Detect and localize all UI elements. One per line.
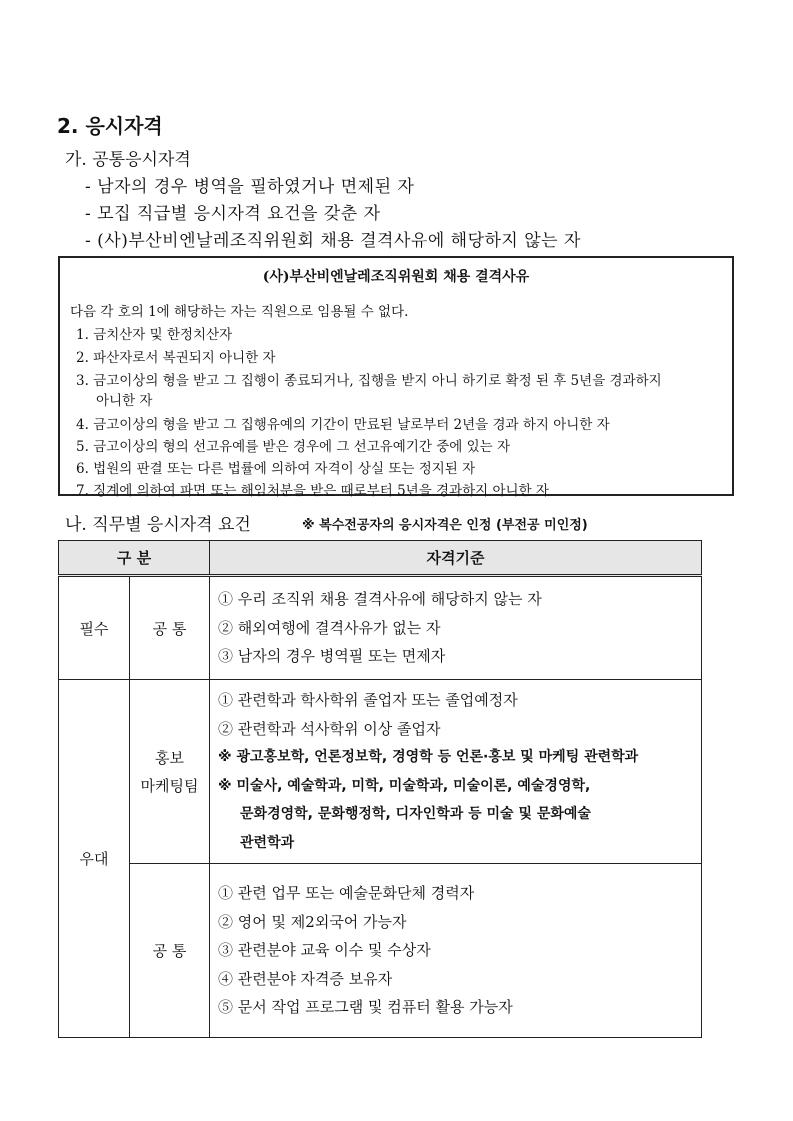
- marketing-sub-line2: 마케팅팀: [140, 776, 199, 795]
- disqualification-item: 5. 금고이상의 형의 선고유예를 받은 경우에 그 선고유예기간 중에 있는 자: [76, 439, 510, 455]
- list-item: ② 영어 및 제2외국어 가능자: [218, 912, 407, 931]
- table-header-row: [59, 541, 702, 576]
- disqualification-title: (사)부산비엔날레조직위원회 채용 결격사유: [262, 269, 530, 285]
- disqualification-item: 6. 법원의 판결 또는 다른 법률에 의하여 자격이 상실 또는 정지된 자: [76, 461, 476, 477]
- preferred-common-items: [210, 864, 702, 1038]
- list-item: ④ 관련분야 자격증 보유자: [218, 969, 393, 988]
- disqualification-intro: 다음 각 호의 1에 해당하는 자는 직원으로 임용될 수 없다.: [70, 304, 409, 320]
- disqualification-item: 7. 징계에 의하여 파면 또는 해임처분을 받은 때로부터 5년을 경과하지 아니한 자: [76, 483, 549, 499]
- table-row-preferred-common: [59, 864, 702, 1038]
- double-major-note: ※ 복수전공자의 응시자격은 인정 (부전공 미인정): [302, 518, 588, 533]
- table-row-required: [59, 576, 702, 680]
- list-item: ① 관련 업무 또는 예술문화단체 경력자: [218, 884, 475, 903]
- list-item: ① 관련학과 학사학위 졸업자 또는 졸업예정자: [218, 691, 518, 709]
- disqualification-item: 3. 금고이상의 형을 받고 그 집행이 종료되거나, 집행을 받지 아니 하기로 확정 된 후 5년을 경과하지: [76, 373, 662, 389]
- list-item-cont: 관련학과: [240, 834, 295, 851]
- list-item: ② 관련학과 석사학위 이상 졸업자: [218, 719, 441, 738]
- common-bullet-1: - 남자의 경우 병역을 필하였거나 면제된 자: [85, 177, 415, 197]
- list-item: ※ 미술사, 예술학과, 미학, 미술학과, 미술이론, 예술경영학,: [218, 777, 591, 794]
- required-items: [210, 576, 702, 680]
- marketing-items: [210, 680, 702, 864]
- job-heading: 나. 직무별 응시자격 요건: [65, 515, 251, 535]
- section-title: 2. 응시자격: [57, 114, 163, 138]
- common-bullet-2: - 모집 직급별 응시자격 요건을 갖춘 자: [85, 204, 381, 224]
- common-heading: 가. 공통응시자격: [65, 150, 191, 170]
- list-item: ※ 광고홍보학, 언론정보학, 경영학 등 언론·홍보 및 마케팅 관련학과: [218, 749, 639, 765]
- header-criteria: 자격기준: [210, 541, 702, 576]
- list-item: ③ 남자의 경우 병역필 또는 면제자: [218, 647, 446, 666]
- disqualification-item-cont: 아니한 자: [96, 393, 153, 409]
- list-item: ③ 관련분야 교육 이수 및 수상자: [218, 941, 431, 960]
- marketing-sub-line1: 홍보: [155, 748, 184, 767]
- common-bullet-3: - (사)부산비엔날레조직위원회 채용 결격사유에 해당하지 않는 자: [85, 231, 581, 251]
- list-item: ⑤ 문서 작업 프로그램 및 컴퓨터 활용 가능자: [218, 998, 513, 1017]
- disqualification-item: 1. 금치산자 및 한정치산자: [76, 327, 233, 343]
- disqualification-box: [58, 256, 734, 499]
- list-item: ② 해외여행에 결격사유가 없는 자: [218, 618, 441, 637]
- marketing-sub-label: [130, 680, 210, 864]
- preferred-common-sub-label: 공 통: [130, 864, 210, 1038]
- required-label: 필수: [59, 576, 130, 680]
- list-item: ① 우리 조직위 채용 결격사유에 해당하지 않는 자: [218, 590, 542, 609]
- criteria-table: [58, 540, 702, 1038]
- required-sub-label: 공 통: [130, 576, 210, 680]
- table-row-marketing: [59, 680, 702, 864]
- header-category: 구 분: [59, 541, 210, 576]
- preferred-label: 우대: [59, 680, 130, 1038]
- disqualification-item: 2. 파산자로서 복권되지 아니한 자: [76, 350, 276, 366]
- disqualification-item: 4. 금고이상의 형을 받고 그 집행유예의 기간이 만료된 날로부터 2년을 경과 하지 아니한 자: [76, 417, 610, 433]
- list-item-cont: 문화경영학, 문화행정학, 디자인학과 등 미술 및 문화예술: [240, 806, 591, 822]
